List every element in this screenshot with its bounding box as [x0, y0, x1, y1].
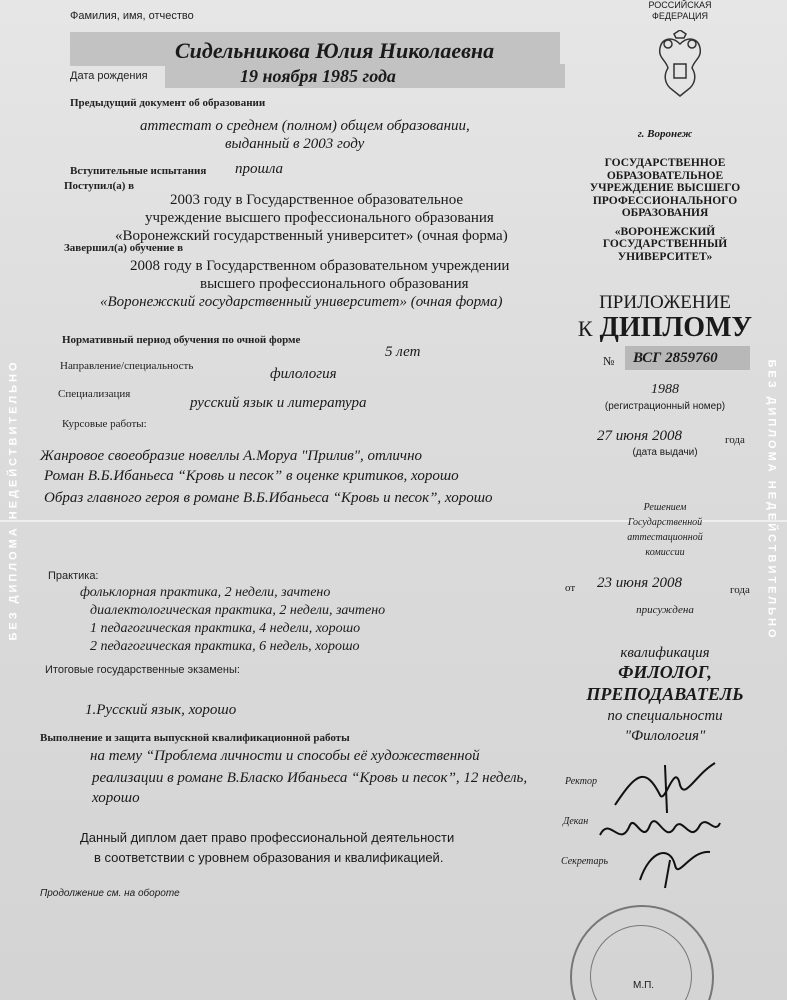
secretary-signature [630, 840, 720, 890]
to-prefix: К [577, 316, 593, 341]
institution-name [575, 157, 755, 263]
enrolled-line1: 2003 году в Государственное образовательное [170, 192, 464, 208]
inst-line-2: ОБРАЗОВАТЕЛЬНОЕ [606, 169, 724, 182]
issue-suffix: года [725, 434, 745, 446]
inst-line-3: УЧРЕЖДЕНИЕ ВЫСШЕГО [589, 182, 741, 194]
right-margin-text: БЕЗ ДИПЛОМА НЕДЕЙСТВИТЕЛЬНО [766, 359, 778, 641]
issue-label: (дата выдачи) [632, 447, 698, 458]
coursework-item-1: Жанровое своеобразие новеллы А.Моруа "Прилив", отлично [40, 448, 423, 464]
prev-doc-line2: выданный в 2003 году [225, 136, 365, 152]
enrolled-line2: учреждение высшего профессионального образования [145, 210, 494, 226]
dob-label: Дата рождения [70, 70, 148, 82]
secretary-label: Секретарь [561, 856, 609, 867]
decision-line-4: комиссии [645, 547, 685, 558]
prev-doc-line1: аттестат о среднем (полном) общем образовании, [140, 118, 470, 134]
qualification-2: ПРЕПОДАВАТЕЛЬ [586, 684, 744, 704]
direction-value: филология [270, 366, 337, 382]
period-value: 5 лет [385, 344, 421, 360]
thesis-line3: хорошо [92, 790, 140, 806]
inst-line-1: ГОСУДАРСТВЕННОЕ [604, 157, 726, 169]
finished-line2: высшего профессионального образования [200, 276, 469, 292]
appendix-title: ПРИЛОЖЕНИЕ [599, 292, 731, 313]
finished-line3: «Воронежский государственный университет» (очная форма) [100, 294, 503, 310]
decision-suffix: года [730, 584, 750, 596]
rights-line2: в соответствии с уровнем образования и квалификацией. [94, 850, 444, 865]
exams-label: Итоговые государственные экзамены: [45, 664, 240, 676]
left-margin-strip [4, 0, 24, 1000]
reg-number: 1988 [651, 382, 679, 397]
from-prefix: от [565, 582, 576, 594]
specialty: "Филология" [624, 728, 706, 744]
decision-line-1: Решением [643, 502, 687, 513]
decision-block [575, 500, 755, 560]
issue-date: 27 июня 2008 [597, 428, 682, 444]
by-specialty: по специальности [607, 708, 723, 724]
emblem-line2: ФЕДЕРАЦИЯ [652, 11, 708, 21]
awarded: присуждена [636, 604, 694, 616]
direction-label: Направление/специальность [60, 360, 194, 372]
dean-label: Декан [563, 816, 589, 827]
city: г. Воронеж [637, 128, 693, 140]
decision-line-2: Государственной [627, 517, 703, 528]
entrance-label: Вступительные испытания [70, 165, 207, 177]
decision-date: 23 июня 2008 [597, 575, 682, 591]
thesis-label: Выполнение и защита выпускной квалификационной работы [40, 732, 350, 744]
coursework-label: Курсовые работы: [62, 418, 147, 430]
practice-item-1: фольклорная практика, 2 недели, зачтено [80, 585, 331, 600]
prev-doc-label: Предыдущий документ об образовании [70, 97, 266, 109]
finished-line1: 2008 году в Государственном образовательном учреждении [130, 258, 510, 274]
practice-label: Практика: [48, 570, 99, 582]
inst-line-7: ГОСУДАРСТВЕННЫЙ [602, 238, 728, 250]
mp-label: М.П. [633, 980, 655, 991]
name-label: Фамилия, имя, отчество [70, 10, 194, 22]
enrolled-label: Поступил(а) в [64, 180, 135, 192]
practice-item-3: 1 педагогическая практика, 4 недели, хорошо [90, 621, 361, 636]
spec-value: русский язык и литература [190, 395, 367, 411]
enrolled-line3: «Воронежский государственный университет» (очная форма) [115, 228, 508, 244]
thesis-line2: реализации в романе В.Бласко Ибаньеса “Кровь и песок”, 12 недель, [92, 770, 528, 786]
thesis-line1: на тему “Проблема личности и способы её художественной [90, 748, 480, 764]
decision-line-3: аттестационной [627, 532, 703, 543]
inst-line-6: «ВОРОНЕЖСКИЙ [614, 225, 716, 238]
continue-note: Продолжение см. на обороте [40, 888, 180, 899]
emblem-line1: РОССИЙСКАЯ [648, 0, 712, 10]
qualification-1: ФИЛОЛОГ, [618, 662, 712, 682]
coursework-item-3: Образ главного героя в романе В.Б.Ибаньеса “Кровь и песок”, хорошо [44, 490, 493, 506]
period-label: Нормативный период обучения по очной форме [62, 334, 301, 346]
practice-item-2: диалектологическая практика, 2 недели, зачтено [90, 603, 386, 618]
student-name: Сидельникова Юлия Николаевна [175, 38, 495, 63]
date-of-birth: 19 ноября 1985 года [240, 66, 396, 86]
number-prefix: № [603, 354, 615, 368]
to-diploma [575, 312, 755, 344]
qualification-label: квалификация [620, 645, 710, 661]
coursework-item-2: Роман В.Б.Ибаньеса “Кровь и песок” в оценке критиков, хорошо [44, 468, 459, 484]
spec-label: Специализация [58, 388, 131, 400]
entrance-value: прошла [235, 161, 284, 177]
left-margin-text: БЕЗ ДИПЛОМА НЕДЕЙСТВИТЕЛЬНО [8, 359, 20, 641]
diploma-number: ВСГ 2859760 [633, 350, 718, 366]
rights-line1: Данный диплом дает право профессиональной деятельности [80, 830, 455, 845]
rector-label: Ректор [565, 776, 597, 787]
inst-line-4: ПРОФЕССИОНАЛЬНОГО [592, 194, 738, 207]
inst-line-8: УНИВЕРСИТЕТ» [617, 250, 713, 263]
practice-item-4: 2 педагогическая практика, 6 недель, хорошо [90, 639, 360, 654]
reg-label: (регистрационный номер) [604, 401, 726, 412]
right-margin-strip [762, 0, 782, 1000]
inst-line-5: ОБРАЗОВАНИЯ [621, 207, 709, 219]
diploma-word: ДИПЛОМУ [599, 312, 753, 343]
exam-value: 1.Русский язык, хорошо [85, 702, 237, 718]
finished-label: Завершил(а) обучение в [64, 242, 184, 254]
right-column [561, 0, 755, 1000]
